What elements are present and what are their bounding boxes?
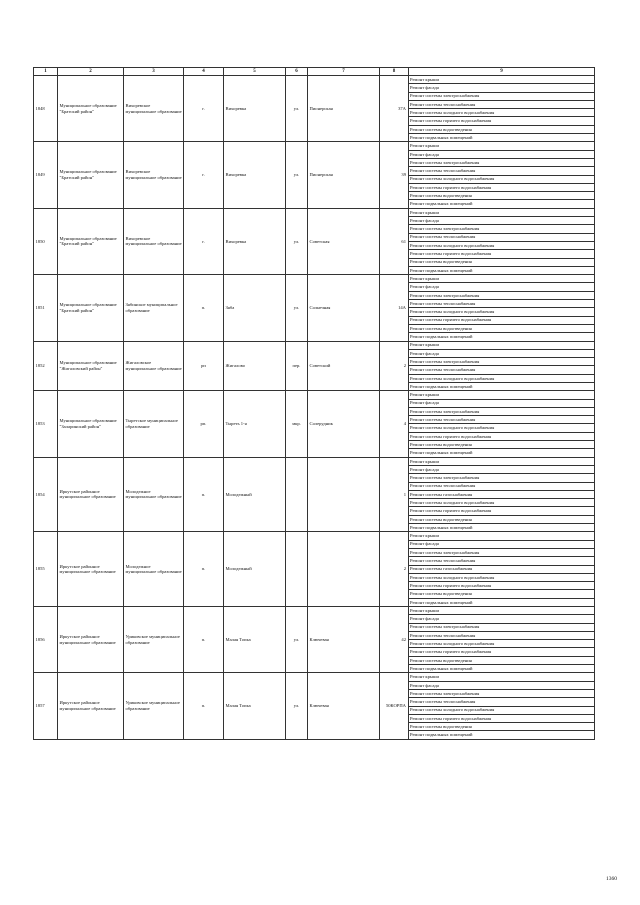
table-body <box>34 76 595 740</box>
header-col-4: 4 <box>184 68 224 76</box>
work-item: Ремонт крыши <box>409 457 595 465</box>
table-row <box>34 532 595 540</box>
work-item: Ремонт системы теплоснабжения <box>409 416 595 424</box>
work-item: Ремонт системы холодного водоснабжения <box>409 706 595 714</box>
work-item: Ремонт системы теплоснабжения <box>409 167 595 175</box>
locality-name-cell: Молодежный <box>224 532 286 607</box>
work-item: Ремонт фасада <box>409 84 595 92</box>
work-item: Ремонт системы газоснабжения <box>409 565 595 573</box>
municipality-cell: Муниципальное образование "Заларинский район" <box>58 391 124 457</box>
work-item: Ремонт системы водоотведения <box>409 125 595 133</box>
header-col-3: 3 <box>124 68 184 76</box>
header-col-7: 7 <box>308 68 380 76</box>
work-item: Ремонт системы теплоснабжения <box>409 366 595 374</box>
municipality-cell: Иркутское районное муниципальное образование <box>58 457 124 532</box>
work-item: Ремонт подвальных помещений <box>409 598 595 606</box>
row-number: 1849 <box>34 142 58 208</box>
municipality-cell: Муниципальное образование "Братский район" <box>58 275 124 341</box>
house-cell: 1 <box>380 457 409 532</box>
work-item: Ремонт системы электроснабжения <box>409 623 595 631</box>
work-item: Ремонт фасада <box>409 150 595 158</box>
work-item: Ремонт подвальных помещений <box>409 665 595 673</box>
street-cell: Советская <box>308 208 380 274</box>
work-item: Ремонт системы холодного водоснабжения <box>409 175 595 183</box>
header-col-2: 2 <box>58 68 124 76</box>
locality-type-cell: п. <box>184 607 224 673</box>
work-item: Ремонт системы теплоснабжения <box>409 100 595 108</box>
house-cell: 2 <box>380 532 409 607</box>
work-item: Ремонт системы электроснабжения <box>409 358 595 366</box>
street-cell: Пионерская <box>308 76 380 142</box>
work-item: Ремонт фасада <box>409 540 595 548</box>
locality-type-cell: рп. <box>184 391 224 457</box>
work-item: Ремонт системы электроснабжения <box>409 92 595 100</box>
work-item: Ремонт системы холодного водоснабжения <box>409 499 595 507</box>
work-item: Ремонт системы горячего водоснабжения <box>409 582 595 590</box>
settlement-cell: Уриковское муниципальное образование <box>124 607 184 673</box>
settlement-cell: Вихоревское муниципальное образование <box>124 142 184 208</box>
header-col-8: 8 <box>380 68 409 76</box>
work-item: Ремонт фасада <box>409 399 595 407</box>
street-cell: Солерудник <box>308 391 380 457</box>
settlement-cell: Вихоревское муниципальное образование <box>124 208 184 274</box>
street-type-cell: ул. <box>286 142 308 208</box>
house-cell: 50КОРПА <box>380 673 409 739</box>
municipality-cell: Муниципальное образование "Жигаловский район" <box>58 341 124 391</box>
work-item: Ремонт системы водоотведения <box>409 441 595 449</box>
municipality-cell: Муниципальное образование "Братский район" <box>58 76 124 142</box>
row-number: 1851 <box>34 275 58 341</box>
work-item: Ремонт системы электроснабжения <box>409 407 595 415</box>
street-type-cell: мкр. <box>286 391 308 457</box>
locality-type-cell: п. <box>184 457 224 532</box>
settlement-cell: Уриковское муниципальное образование <box>124 673 184 739</box>
table-row <box>34 607 595 615</box>
header-col-5: 5 <box>224 68 286 76</box>
street-type-cell: ул. <box>286 76 308 142</box>
work-item: Ремонт подвальных помещений <box>409 382 595 390</box>
row-number: 1850 <box>34 208 58 274</box>
table-row <box>34 275 595 283</box>
work-item: Ремонт системы электроснабжения <box>409 474 595 482</box>
work-item: Ремонт крыши <box>409 208 595 216</box>
locality-name-cell: Малая Топка <box>224 673 286 739</box>
locality-type-cell: г. <box>184 142 224 208</box>
work-item: Ремонт системы горячего водоснабжения <box>409 648 595 656</box>
street-type-cell <box>286 532 308 607</box>
work-item: Ремонт фасада <box>409 465 595 473</box>
work-item: Ремонт крыши <box>409 76 595 84</box>
work-item: Ремонт фасада <box>409 349 595 357</box>
table-row <box>34 76 595 84</box>
work-item: Ремонт системы электроснабжения <box>409 548 595 556</box>
street-type-cell: ул. <box>286 673 308 739</box>
street-cell: Советский <box>308 341 380 391</box>
work-item: Ремонт системы электроснабжения <box>409 689 595 697</box>
locality-name-cell: Вихоревка <box>224 76 286 142</box>
locality-name-cell: Зяба <box>224 275 286 341</box>
street-cell <box>308 532 380 607</box>
row-number: 1852 <box>34 341 58 391</box>
header-col-6: 6 <box>286 68 308 76</box>
table-row <box>34 208 595 216</box>
work-item: Ремонт крыши <box>409 142 595 150</box>
street-cell: Ключевая <box>308 607 380 673</box>
locality-name-cell: Вихоревка <box>224 208 286 274</box>
municipality-cell: Иркутское районное муниципальное образование <box>58 532 124 607</box>
work-item: Ремонт системы теплоснабжения <box>409 698 595 706</box>
house-cell: 2 <box>380 341 409 391</box>
work-item: Ремонт подвальных помещений <box>409 266 595 274</box>
municipality-cell: Иркутское районное муниципальное образование <box>58 607 124 673</box>
row-number: 1853 <box>34 391 58 457</box>
work-item: Ремонт крыши <box>409 532 595 540</box>
table-row <box>34 391 595 399</box>
work-item: Ремонт системы электроснабжения <box>409 158 595 166</box>
work-item: Ремонт системы водоотведения <box>409 656 595 664</box>
work-item: Ремонт системы горячего водоснабжения <box>409 432 595 440</box>
work-item: Ремонт системы холодного водоснабжения <box>409 640 595 648</box>
settlement-cell: Тыретское муниципальное образование <box>124 391 184 457</box>
table-row <box>34 142 595 150</box>
locality-type-cell: п. <box>184 275 224 341</box>
work-item: Ремонт системы теплоснабжения <box>409 233 595 241</box>
municipality-cell: Муниципальное образование "Братский район" <box>58 208 124 274</box>
work-item: Ремонт крыши <box>409 275 595 283</box>
work-item: Ремонт крыши <box>409 607 595 615</box>
work-item: Ремонт подвальных помещений <box>409 200 595 208</box>
settlement-cell: Жигаловское муниципальное образование <box>124 341 184 391</box>
work-item: Ремонт системы теплоснабжения <box>409 631 595 639</box>
work-item: Ремонт фасада <box>409 681 595 689</box>
locality-type-cell: п. <box>184 532 224 607</box>
house-cell: 61 <box>380 208 409 274</box>
table-row <box>34 457 595 465</box>
street-cell: Пионерская <box>308 142 380 208</box>
locality-name-cell: Малая Топка <box>224 607 286 673</box>
street-cell <box>308 457 380 532</box>
work-item: Ремонт системы горячего водоснабжения <box>409 316 595 324</box>
work-item: Ремонт системы водоотведения <box>409 258 595 266</box>
work-item: Ремонт системы горячего водоснабжения <box>409 117 595 125</box>
street-type-cell: ул. <box>286 275 308 341</box>
settlement-cell: Вихоревское муниципальное образование <box>124 76 184 142</box>
locality-type-cell: рп <box>184 341 224 391</box>
settlement-cell: Зябинское муниципальное образование <box>124 275 184 341</box>
house-cell: 42 <box>380 607 409 673</box>
work-item: Ремонт подвальных помещений <box>409 333 595 341</box>
header-row <box>34 68 595 76</box>
work-item: Ремонт системы горячего водоснабжения <box>409 507 595 515</box>
work-item: Ремонт фасада <box>409 283 595 291</box>
page-number: 1360 <box>606 876 617 882</box>
locality-name-cell: Молодежный <box>224 457 286 532</box>
locality-type-cell: г. <box>184 76 224 142</box>
work-item: Ремонт фасада <box>409 615 595 623</box>
work-item: Ремонт системы водоотведения <box>409 515 595 523</box>
repair-schedule-table <box>33 67 595 740</box>
work-item: Ремонт системы холодного водоснабжения <box>409 573 595 581</box>
locality-name-cell: Жигалово <box>224 341 286 391</box>
work-item: Ремонт подвальных помещений <box>409 731 595 739</box>
work-item: Ремонт системы теплоснабжения <box>409 482 595 490</box>
work-item: Ремонт подвальных помещений <box>409 524 595 532</box>
settlement-cell: Молодежное муниципальное образование <box>124 457 184 532</box>
street-type-cell <box>286 457 308 532</box>
row-number: 1855 <box>34 532 58 607</box>
locality-type-cell: п. <box>184 673 224 739</box>
work-item: Ремонт подвальных помещений <box>409 449 595 457</box>
work-item: Ремонт системы горячего водоснабжения <box>409 714 595 722</box>
work-item: Ремонт системы горячего водоснабжения <box>409 250 595 258</box>
work-item: Ремонт крыши <box>409 673 595 681</box>
work-item: Ремонт системы электроснабжения <box>409 225 595 233</box>
work-item: Ремонт системы водоотведения <box>409 324 595 332</box>
work-item: Ремонт системы водоотведения <box>409 590 595 598</box>
house-cell: 39 <box>380 142 409 208</box>
work-item: Ремонт системы холодного водоснабжения <box>409 109 595 117</box>
work-item: Ремонт системы теплоснабжения <box>409 300 595 308</box>
municipality-cell: Иркутское районное муниципальное образование <box>58 673 124 739</box>
header-col-9: 9 <box>409 68 595 76</box>
locality-name-cell: Вихоревка <box>224 142 286 208</box>
table-row <box>34 341 595 349</box>
row-number: 1856 <box>34 607 58 673</box>
work-item: Ремонт системы водоотведения <box>409 723 595 731</box>
table-row <box>34 673 595 681</box>
municipality-cell: Муниципальное образование "Братский район" <box>58 142 124 208</box>
work-item: Ремонт системы холодного водоснабжения <box>409 308 595 316</box>
row-number: 1848 <box>34 76 58 142</box>
row-number: 1854 <box>34 457 58 532</box>
street-cell: Ключевая <box>308 673 380 739</box>
work-item: Ремонт системы холодного водоснабжения <box>409 374 595 382</box>
work-item: Ремонт системы газоснабжения <box>409 490 595 498</box>
street-type-cell: пер. <box>286 341 308 391</box>
work-item: Ремонт крыши <box>409 391 595 399</box>
work-item: Ремонт крыши <box>409 341 595 349</box>
work-item: Ремонт системы теплоснабжения <box>409 557 595 565</box>
settlement-cell: Молодежное муниципальное образование <box>124 532 184 607</box>
row-number: 1857 <box>34 673 58 739</box>
house-cell: 37А <box>380 76 409 142</box>
work-item: Ремонт системы водоотведения <box>409 192 595 200</box>
work-item: Ремонт системы холодного водоснабжения <box>409 241 595 249</box>
header-col-1: 1 <box>34 68 58 76</box>
locality-name-cell: Тыреть 1-я <box>224 391 286 457</box>
house-cell: 14А <box>380 275 409 341</box>
house-cell: 4 <box>380 391 409 457</box>
work-item: Ремонт системы горячего водоснабжения <box>409 183 595 191</box>
locality-type-cell: г. <box>184 208 224 274</box>
street-cell: Солнечная <box>308 275 380 341</box>
street-type-cell: ул. <box>286 208 308 274</box>
work-item: Ремонт фасада <box>409 217 595 225</box>
street-type-cell: ул. <box>286 607 308 673</box>
work-item: Ремонт подвальных помещений <box>409 134 595 142</box>
work-item: Ремонт системы холодного водоснабжения <box>409 424 595 432</box>
work-item: Ремонт системы электроснабжения <box>409 291 595 299</box>
